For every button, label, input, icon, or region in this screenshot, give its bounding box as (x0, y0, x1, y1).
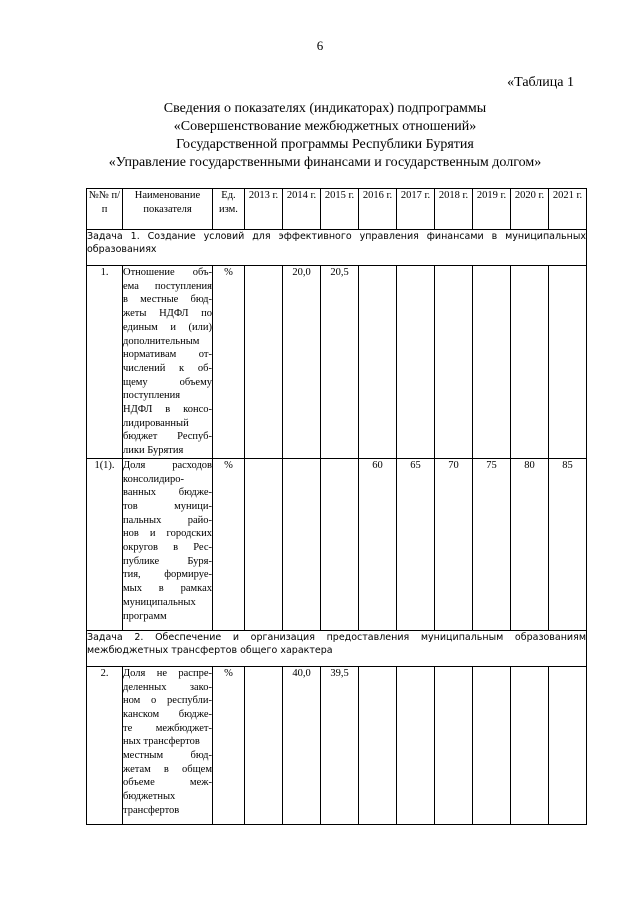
document-title (60, 100, 590, 172)
name-line: пальных райо- (123, 514, 212, 526)
value-2017: 65 (397, 458, 435, 630)
name-line: канском бюдже- (123, 708, 212, 720)
header-year-2013: 2013 г. (245, 189, 283, 230)
value-2015: 20,5 (321, 266, 359, 459)
table-label: «Таблица 1 (507, 75, 574, 90)
value-2019 (473, 266, 511, 459)
task-row (87, 630, 587, 666)
header-row (87, 189, 587, 230)
value-2013 (245, 666, 283, 824)
table-row (87, 266, 587, 459)
header-year-2021: 2021 г. (549, 189, 587, 230)
page-number: 6 (316, 38, 324, 53)
header-unit: Ед. изм. (213, 189, 245, 230)
indicator-name (123, 458, 213, 630)
indicator-name (123, 666, 213, 824)
name-line: лики Бурятия (123, 445, 184, 457)
name-line: ема поступления (123, 280, 212, 292)
value-2018 (435, 266, 473, 459)
value-2016 (359, 266, 397, 459)
name-line: бюджетных (123, 791, 176, 803)
unit-cell: % (213, 266, 245, 459)
name-line: жетам в общем (123, 763, 212, 775)
name-line: округов в Рес- (123, 542, 212, 554)
value-2013 (245, 266, 283, 459)
value-2019 (473, 666, 511, 824)
header-year-2017: 2017 г. (397, 189, 435, 230)
name-line: щему объему (123, 376, 212, 388)
name-line: тия, формируе- (123, 569, 212, 581)
name-line: ном о республи- (123, 695, 212, 707)
name-line: нормативам от- (123, 349, 212, 361)
row-number: 1. (87, 266, 123, 459)
value-2020 (511, 666, 549, 824)
task-1: Задача 1. Создание условий для эффективного управления финансами в муниципальных образованиях (87, 230, 587, 266)
name-line: Доля не распре- (123, 667, 212, 679)
name-line: дополнительным (123, 335, 200, 347)
name-line: тов муници- (123, 500, 212, 512)
name-line: нов и городских (123, 528, 212, 540)
indicator-name (123, 266, 213, 459)
header-year-2014: 2014 г. (283, 189, 321, 230)
task-row (87, 230, 587, 266)
name-line: публике Буря- (123, 555, 212, 567)
title-line-4: «Управление государственными финансами и государственным долгом» (108, 155, 542, 170)
value-2018: 70 (435, 458, 473, 630)
task-2: Задача 2. Обеспечение и организация предоставления муниципальным образованиям межбюджетных трансфертов общего характера (87, 630, 587, 666)
value-2014 (283, 458, 321, 630)
name-line: мых в рамках (123, 583, 212, 595)
name-line: лидированный (123, 417, 189, 429)
name-line: те межбюджет- (123, 722, 212, 734)
value-2018 (435, 666, 473, 824)
value-2020 (511, 266, 549, 459)
value-2013 (245, 458, 283, 630)
name-line: бюджет Респуб- (123, 431, 212, 443)
value-2016: 60 (359, 458, 397, 630)
unit-cell: % (213, 666, 245, 824)
unit-cell: % (213, 458, 245, 630)
header-year-2016: 2016 г. (359, 189, 397, 230)
header-num: №№ п/п (87, 189, 123, 230)
name-line: в местные бюд- (123, 294, 212, 306)
name-line: ванных бюдже- (123, 487, 212, 499)
name-line: местным бюд- (123, 750, 212, 762)
name-line: муниципальных (123, 596, 196, 608)
name-line: единым и (или) (123, 321, 212, 333)
name-line: ных трансфертов (123, 736, 200, 748)
value-2020: 80 (511, 458, 549, 630)
value-2014: 20,0 (283, 266, 321, 459)
name-line: программ (123, 610, 167, 622)
header-year-2018: 2018 г. (435, 189, 473, 230)
name-line: консолидиро- (123, 473, 185, 485)
name-line: трансфертов (123, 804, 180, 816)
name-line: объеме меж- (123, 777, 212, 789)
value-2014: 40,0 (283, 666, 321, 824)
value-2015: 39,5 (321, 666, 359, 824)
value-2021: 85 (549, 458, 587, 630)
table-row (87, 666, 587, 824)
header-name: Наименование показателя (123, 189, 213, 230)
header-year-2019: 2019 г. (473, 189, 511, 230)
name-line: НДФЛ в консо- (123, 404, 212, 416)
header-year-2020: 2020 г. (511, 189, 549, 230)
name-line: Доля расходов (123, 459, 212, 471)
title-line-3: Государственной программы Республики Бурятия (176, 137, 474, 152)
value-2017 (397, 666, 435, 824)
value-2019: 75 (473, 458, 511, 630)
table-row (87, 458, 587, 630)
title-line-1: Сведения о показателях (индикаторах) подпрограммы (163, 101, 487, 116)
value-2021 (549, 266, 587, 459)
name-line: Отношение объ- (123, 267, 212, 278)
name-line: жеты НДФЛ по (123, 308, 212, 320)
indicators-table (86, 188, 587, 825)
row-number: 1(1). (87, 458, 123, 630)
name-line: поступления (123, 390, 181, 402)
name-line: деленных зако- (123, 681, 212, 693)
row-number: 2. (87, 666, 123, 824)
value-2015 (321, 458, 359, 630)
name-line: числений к об- (123, 362, 212, 374)
value-2016 (359, 666, 397, 824)
value-2021 (549, 666, 587, 824)
value-2017 (397, 266, 435, 459)
title-line-2: «Совершенствование межбюджетных отношений» (173, 119, 477, 134)
header-year-2015: 2015 г. (321, 189, 359, 230)
